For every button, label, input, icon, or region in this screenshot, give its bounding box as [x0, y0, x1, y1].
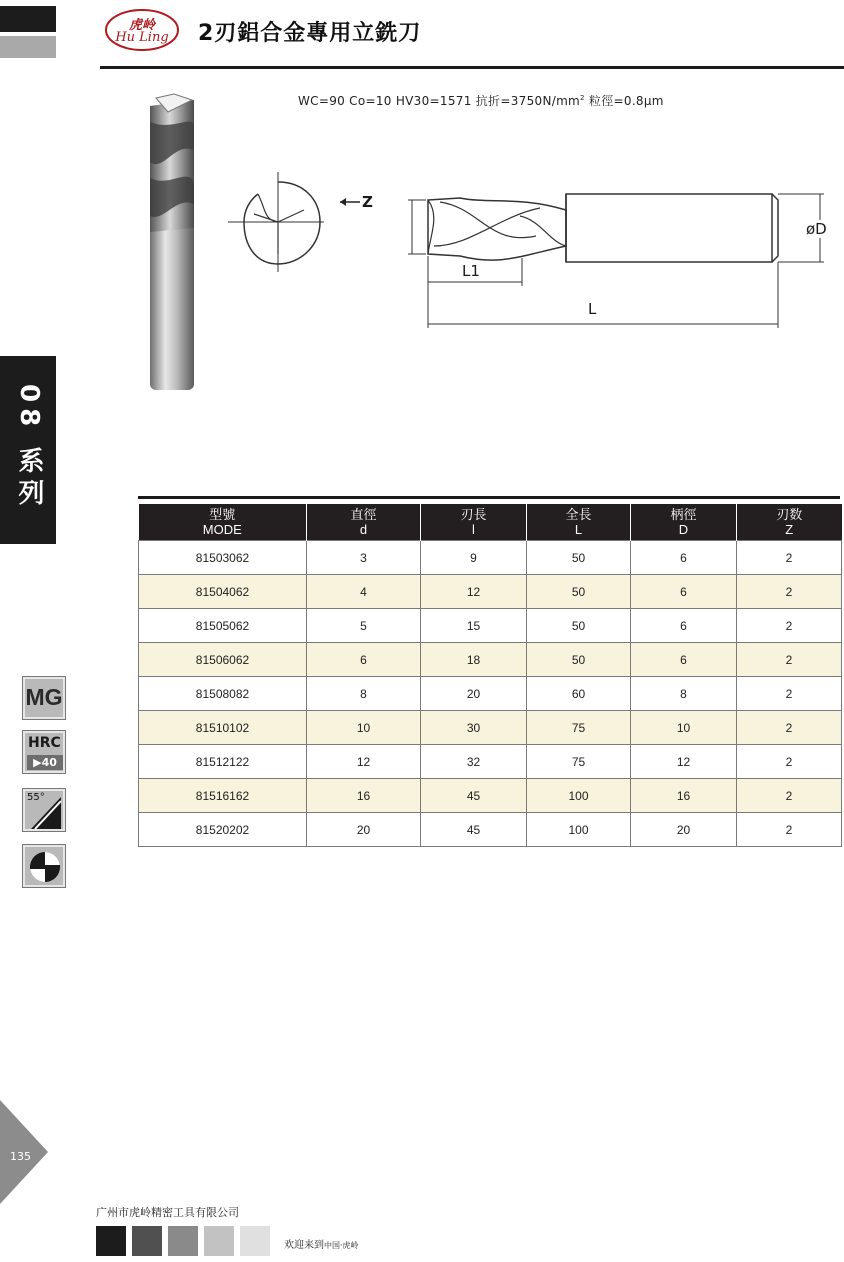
header-mode: [139, 504, 307, 541]
table-row: [139, 609, 842, 643]
page-title: 2刃鋁合金專用立銑刀: [198, 21, 422, 46]
table-cell: 30: [421, 711, 527, 745]
table-cell: 100: [527, 813, 631, 847]
table-cell: 2: [737, 677, 842, 711]
table-cell: 20: [421, 677, 527, 711]
product-spec-table: [138, 504, 842, 847]
welcome-text: [284, 1236, 359, 1251]
table-cell: 12: [421, 575, 527, 609]
table-cell: 12: [631, 745, 737, 779]
table-cell: 100: [527, 779, 631, 813]
footer-swatch: [240, 1226, 270, 1256]
mg-label: MG: [25, 684, 63, 710]
table-cell: 2: [737, 643, 842, 677]
table-cell: 8: [631, 677, 737, 711]
header-en: L: [574, 522, 583, 537]
two-flute-icon: [22, 844, 66, 888]
table-cell: 6: [631, 609, 737, 643]
table-cell: 16: [631, 779, 737, 813]
footer-swatch: [204, 1226, 234, 1256]
header-diameter: [307, 504, 421, 541]
table-cell: 50: [527, 643, 631, 677]
table-cell: 6: [631, 541, 737, 575]
spec-suffix: 粒徑=0.8μm: [584, 94, 664, 108]
table-cell: 6: [631, 643, 737, 677]
table-cell: 8: [307, 677, 421, 711]
footer-swatch: [132, 1226, 162, 1256]
table-header-row: [139, 504, 842, 541]
material-spec: [298, 92, 664, 109]
dimension-drawing: [400, 186, 840, 336]
end-mill-photo: [134, 92, 214, 392]
angle-slash-icon: [23, 789, 67, 833]
table-cell: 81505062: [139, 609, 307, 643]
table-cell: 81503062: [139, 541, 307, 575]
brand-logo: [104, 8, 180, 52]
table-cell: 81510102: [139, 711, 307, 745]
table-cell: 20: [631, 813, 737, 847]
spec-prefix: WC=90 Co=10 HV30=1571 抗折=3750N/mm: [298, 94, 581, 108]
mg-grade-icon: [22, 676, 66, 720]
spec-superscript: 2: [580, 94, 585, 102]
header-grey-bar: [0, 36, 56, 58]
label-d: øD: [806, 220, 827, 238]
header-shank-diameter: [631, 504, 737, 541]
table-cell: 45: [421, 779, 527, 813]
header-rule: [100, 66, 844, 69]
table-cell: 81506062: [139, 643, 307, 677]
angle-label: 55°: [27, 792, 45, 803]
table-cell: 32: [421, 745, 527, 779]
z-arrow-label: Z: [362, 193, 373, 211]
header-cn: 刃長: [460, 507, 487, 522]
company-name: 广州市虎岭精密工具有限公司: [96, 1206, 239, 1219]
header-en: Z: [785, 522, 794, 537]
table-row: [139, 711, 842, 745]
series-tab: [0, 356, 56, 544]
logo-english: Hu Ling: [115, 30, 169, 45]
label-l1: L1: [462, 262, 480, 280]
table-cell: 10: [631, 711, 737, 745]
header-en: MODE: [202, 522, 242, 537]
table-cell: 81512122: [139, 745, 307, 779]
table-cell: 12: [307, 745, 421, 779]
table-cell: 75: [527, 711, 631, 745]
end-view-diagram: [224, 170, 394, 280]
header-cn: 刃数: [776, 507, 803, 522]
table-cell: 15: [421, 609, 527, 643]
table-cell: 2: [737, 575, 842, 609]
table-cell: 20: [307, 813, 421, 847]
flute-cross-section-icon: [23, 845, 67, 889]
table-row: [139, 745, 842, 779]
table-cell: 2: [737, 609, 842, 643]
header-cn: 柄徑: [670, 507, 697, 522]
table-cell: 4: [307, 575, 421, 609]
table-cell: 10: [307, 711, 421, 745]
hrc-value: ▶40: [27, 755, 63, 770]
table-row: [139, 575, 842, 609]
footer-swatch: [96, 1226, 126, 1256]
table-cell: 5: [307, 609, 421, 643]
table-cell: 50: [527, 609, 631, 643]
table-top-rule: [138, 496, 840, 499]
welcome-label: 欢迎来到: [284, 1240, 324, 1251]
header-en: d: [359, 522, 368, 537]
table-cell: 50: [527, 541, 631, 575]
table-cell: 60: [527, 677, 631, 711]
table-cell: 2: [737, 711, 842, 745]
logo-chinese: 虎岭: [128, 18, 155, 33]
table-row: [139, 779, 842, 813]
header-overall-length: [527, 504, 631, 541]
table-cell: 6: [307, 643, 421, 677]
helix-angle-icon: [22, 788, 66, 832]
header-cn: 全長: [565, 507, 592, 522]
footer-swatch: [168, 1226, 198, 1256]
table-cell: 2: [737, 813, 842, 847]
table-row: [139, 677, 842, 711]
header-dark-bar: [0, 6, 56, 32]
table-cell: 81504062: [139, 575, 307, 609]
table-cell: 75: [527, 745, 631, 779]
table-cell: 81508082: [139, 677, 307, 711]
welcome-brand: 中国·虎岭: [324, 1241, 359, 1250]
page-number: 135: [10, 1150, 31, 1163]
series-label: 08 系列: [14, 384, 44, 512]
table-cell: 45: [421, 813, 527, 847]
table-cell: 3: [307, 541, 421, 575]
table-cell: 6: [631, 575, 737, 609]
table-row: [139, 643, 842, 677]
header-flute-length: [421, 504, 527, 541]
table-cell: 18: [421, 643, 527, 677]
table-body: [139, 541, 842, 847]
header-flutes: [737, 504, 842, 541]
table-cell: 81520202: [139, 813, 307, 847]
table-cell: 81516162: [139, 779, 307, 813]
table-row: [139, 541, 842, 575]
hrc-label: HRC: [28, 735, 61, 751]
label-l: L: [588, 300, 597, 318]
header-cn: 直徑: [350, 507, 377, 522]
table-cell: 9: [421, 541, 527, 575]
header-en: D: [678, 522, 689, 537]
hrc-hardness-icon: [22, 730, 66, 774]
table-cell: 16: [307, 779, 421, 813]
table-row: [139, 813, 842, 847]
header-en: l: [472, 522, 475, 537]
table-cell: 50: [527, 575, 631, 609]
table-cell: 2: [737, 541, 842, 575]
table-cell: 2: [737, 745, 842, 779]
table-cell: 2: [737, 779, 842, 813]
header-cn: 型號: [209, 507, 236, 522]
